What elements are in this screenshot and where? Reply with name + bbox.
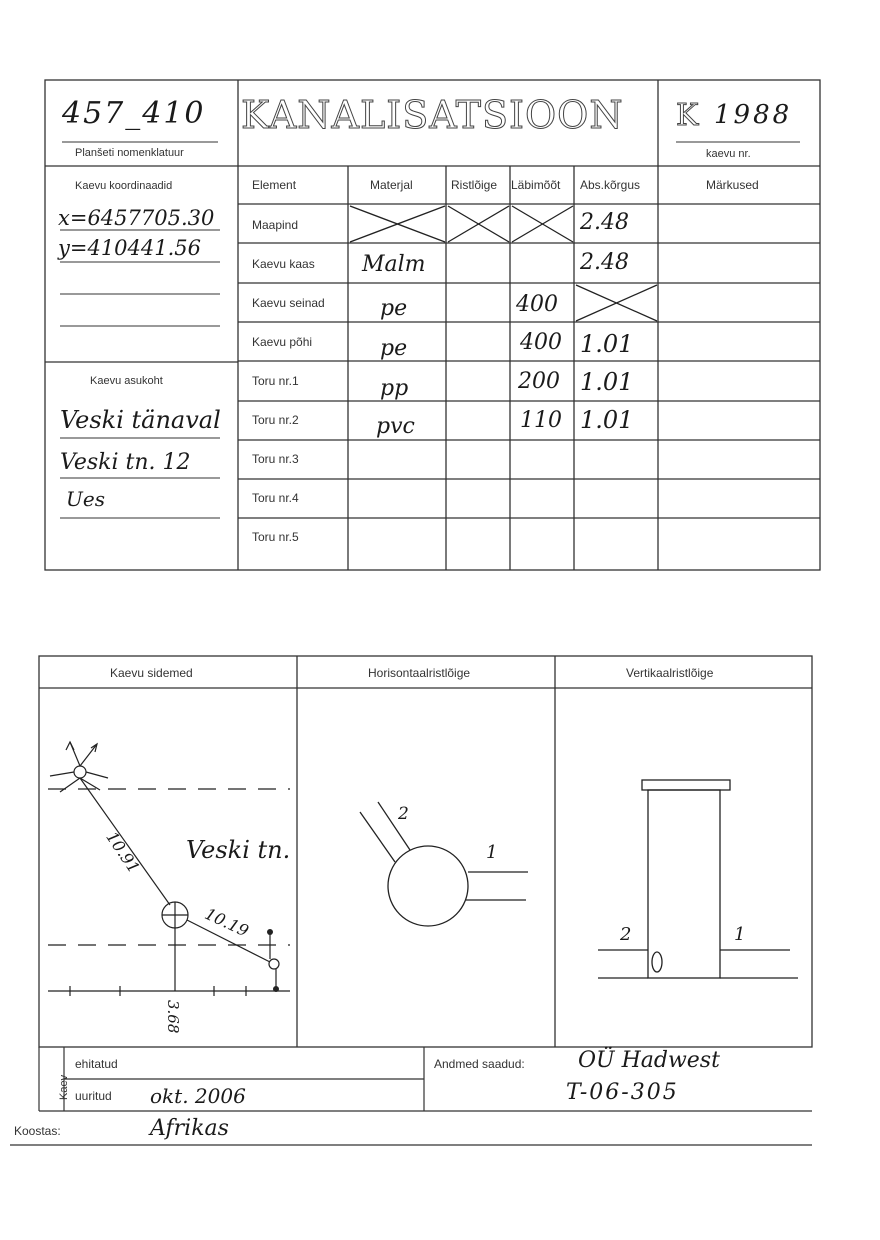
pipe-1-label: 1 bbox=[486, 842, 498, 863]
compiled-label: Koostas: bbox=[14, 1124, 61, 1138]
elevation-value: 2.48 bbox=[580, 250, 629, 275]
material-value: Malm bbox=[362, 252, 426, 277]
nomenclature-label: Planšeti nomenklatuur bbox=[75, 147, 184, 159]
coordinate-x: x=6457705.30 bbox=[58, 206, 215, 230]
well-number: 1988 bbox=[714, 100, 793, 130]
footer-side-label: Kaev bbox=[58, 1074, 70, 1100]
connections-panel-label: Kaevu sidemed bbox=[110, 666, 193, 680]
location-line-2: Veski tn. 12 bbox=[60, 450, 191, 475]
row-label: Kaevu kaas bbox=[252, 257, 315, 271]
material-value: pe bbox=[380, 336, 408, 361]
material-value: pe bbox=[380, 296, 408, 321]
distance-2: 10.19 bbox=[201, 904, 252, 941]
pipe-2-label-vertical: 2 bbox=[620, 924, 632, 945]
elevation-value: 1.01 bbox=[580, 406, 634, 434]
built-label: ehitatud bbox=[75, 1057, 118, 1071]
row-label: Toru nr.5 bbox=[252, 530, 299, 544]
row-label: Toru nr.4 bbox=[252, 491, 299, 505]
elevation-value: 1.01 bbox=[580, 330, 634, 358]
col-header-diameter: Läbimõõt bbox=[511, 178, 561, 192]
form-title: KANALISATSIOON bbox=[241, 93, 624, 137]
vertical-panel-label: Vertikaalristlõige bbox=[626, 666, 714, 680]
row-label: Toru nr.3 bbox=[252, 452, 299, 466]
row-label: Maapind bbox=[252, 218, 299, 232]
surveyed-label: uuritud bbox=[75, 1089, 112, 1103]
col-header-cross-section: Ristlõige bbox=[451, 178, 498, 192]
vertical-section-sketch bbox=[598, 780, 798, 978]
diameter-value: 400 bbox=[520, 330, 562, 355]
offset-value: 3.68 bbox=[164, 1000, 182, 1034]
material-value: pvc bbox=[376, 414, 415, 439]
well-number-label: kaevu nr. bbox=[706, 148, 751, 160]
coordinates-label: Kaevu koordinaadid bbox=[75, 180, 173, 192]
row-label: Kaevu seinad bbox=[252, 296, 325, 310]
compiled-value: Afrikas bbox=[150, 1116, 229, 1141]
elevation-value: 1.01 bbox=[580, 368, 634, 396]
row-label: Toru nr.1 bbox=[252, 374, 299, 388]
data-from-code: T-06-305 bbox=[566, 1080, 679, 1105]
horizontal-section-sketch bbox=[360, 802, 528, 926]
diameter-value: 110 bbox=[520, 408, 562, 433]
street-label: Veski tn. bbox=[186, 836, 291, 864]
horizontal-panel-label: Horisontaalristlõige bbox=[368, 666, 471, 680]
elevation-value: 2.48 bbox=[580, 210, 629, 235]
nomenclature-value: 457_410 bbox=[62, 96, 206, 131]
location-label: Kaevu asukoht bbox=[90, 375, 163, 387]
col-header-material: Materjal bbox=[370, 178, 413, 192]
diameter-value: 200 bbox=[518, 369, 560, 394]
row-label: Toru nr.2 bbox=[252, 413, 299, 427]
coordinate-y: y=410441.56 bbox=[58, 236, 202, 260]
material-value: pp bbox=[380, 376, 409, 401]
col-header-element: Element bbox=[252, 178, 297, 192]
data-from-value: OÜ Hadwest bbox=[578, 1048, 720, 1073]
diameter-value: 400 bbox=[516, 292, 558, 317]
location-line-3: Ues bbox=[66, 487, 105, 511]
location-line-1: Veski tänaval bbox=[60, 406, 221, 434]
surveyed-value: okt. 2006 bbox=[150, 1084, 246, 1108]
pipe-1-label-vertical: 1 bbox=[734, 924, 746, 945]
connections-sketch bbox=[48, 742, 290, 996]
col-header-elevation: Abs.kõrgus bbox=[580, 178, 641, 192]
well-prefix: K bbox=[676, 98, 699, 133]
col-header-notes: Märkused bbox=[706, 178, 759, 192]
data-from-label: Andmed saadud: bbox=[434, 1057, 525, 1071]
distance-1: 10.91 bbox=[102, 828, 144, 877]
pipe-2-label: 2 bbox=[398, 804, 409, 824]
row-label: Kaevu põhi bbox=[252, 335, 313, 349]
